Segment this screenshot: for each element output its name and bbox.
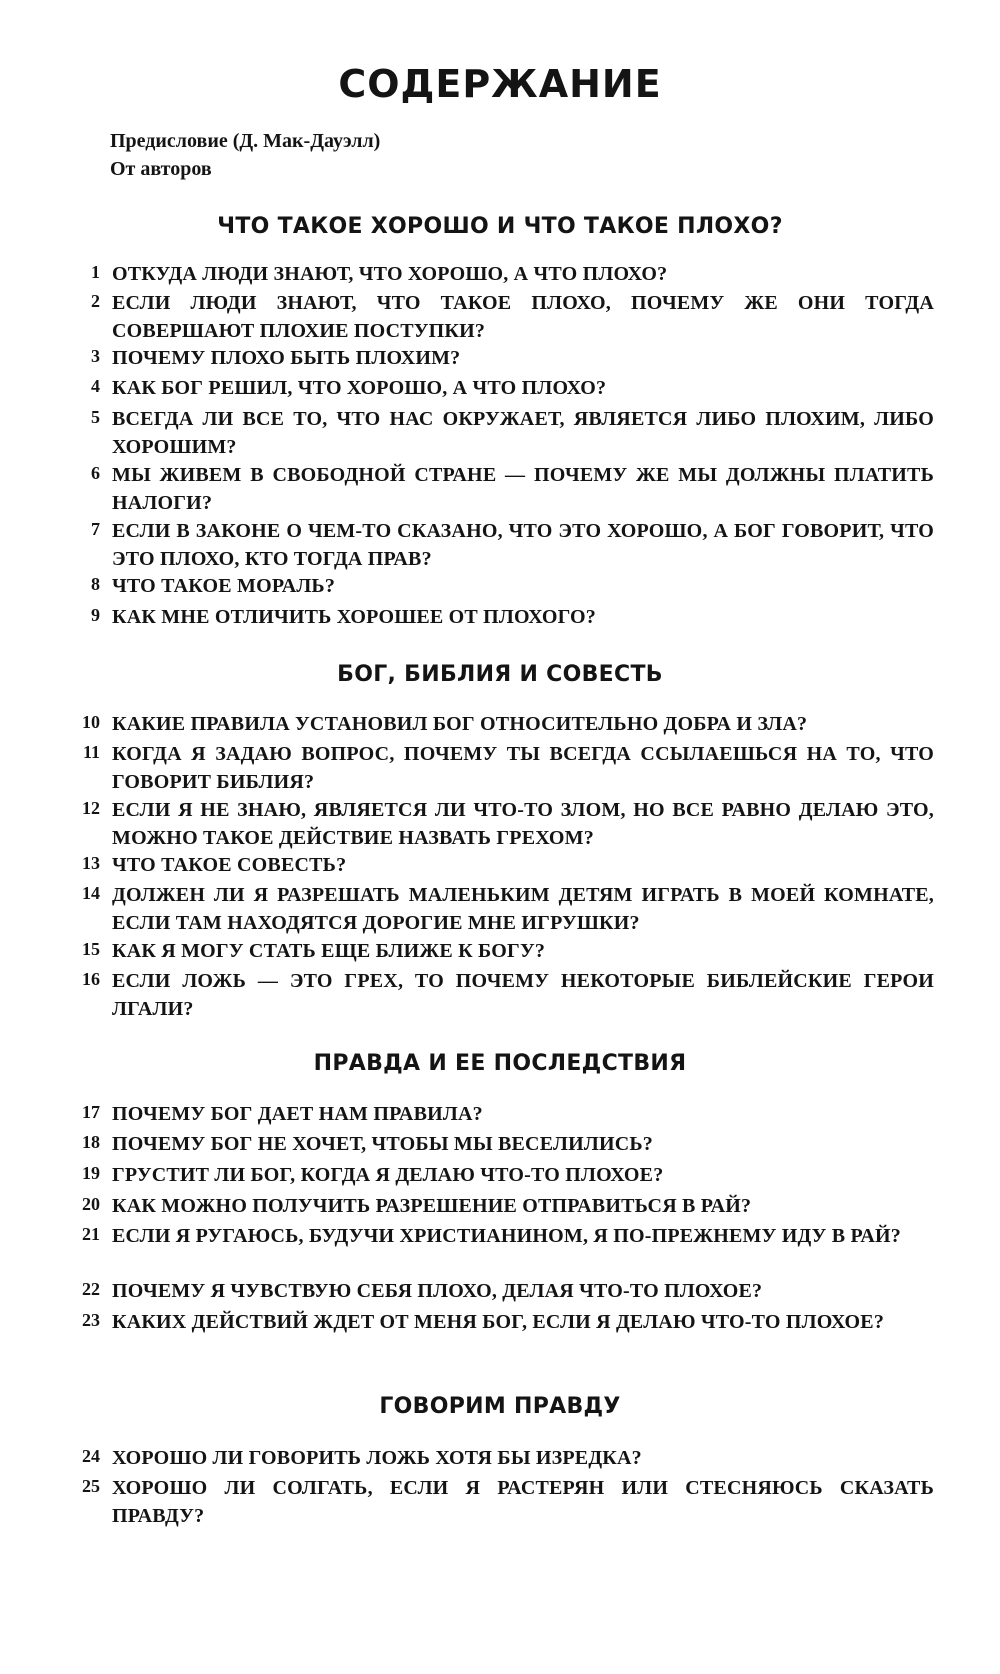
- front-matter-authors: От авторов: [110, 158, 212, 180]
- item-number: 3: [91, 346, 100, 366]
- item-number: 21: [82, 1224, 100, 1244]
- item-number: 19: [82, 1163, 100, 1183]
- item-title: ЧТО ТАКОЕ МОРАЛЬ?: [112, 575, 336, 597]
- item-title: КАК БОГ РЕШИЛ, ЧТО ХОРОШО, А ЧТО ПЛОХО?: [112, 377, 607, 399]
- item-number: 10: [82, 712, 100, 732]
- item-title: МЫ ЖИВЕМ В СВОБОДНОЙ СТРАНЕ — ПОЧЕМУ ЖЕ МЫ ДОЛЖНЫ ПЛАТИТЬ НАЛОГИ?: [112, 464, 934, 514]
- section-heading: ГОВОРИМ ПРАВДУ: [379, 1394, 621, 1419]
- item-number: 5: [91, 407, 100, 427]
- item-number: 22: [82, 1279, 100, 1299]
- item-number: 14: [82, 883, 100, 903]
- item-number: 6: [91, 463, 100, 483]
- item-title: ХОРОШО ЛИ ГОВОРИТЬ ЛОЖЬ ХОТЯ БЫ ИЗРЕДКА?: [112, 1447, 642, 1469]
- item-number: 8: [91, 574, 100, 594]
- item-title: ЕСЛИ Я НЕ ЗНАЮ, ЯВЛЯЕТСЯ ЛИ ЧТО-ТО ЗЛОМ, НО ВСЕ РАВНО ДЕЛАЮ ЭТО, МОЖНО ТАКОЕ ДЕЙСТВИЕ НАЗВАТЬ ГРЕХОМ?: [112, 799, 934, 849]
- item-title: ПОЧЕМУ БОГ ДАЕТ НАМ ПРАВИЛА?: [112, 1103, 483, 1125]
- section-heading: ЧТО ТАКОЕ ХОРОШО И ЧТО ТАКОЕ ПЛОХО?: [217, 214, 783, 239]
- item-number: 4: [91, 376, 100, 396]
- item-title: КАКИХ ДЕЙСТВИЙ ЖДЕТ ОТ МЕНЯ БОГ, ЕСЛИ Я ДЕЛАЮ ЧТО-ТО ПЛОХОЕ?: [112, 1311, 885, 1333]
- item-title: ЕСЛИ В ЗАКОНЕ О ЧЕМ-ТО СКАЗАНО, ЧТО ЭТО ХОРОШО, А БОГ ГОВОРИТ, ЧТО ЭТО ПЛОХО, КТО ТОГДА ПРАВ?: [112, 520, 934, 570]
- item-number: 1: [91, 262, 100, 282]
- item-number: 24: [82, 1446, 100, 1466]
- item-number: 13: [82, 853, 100, 873]
- section-heading: БОГ, БИБЛИЯ И СОВЕСТЬ: [337, 662, 663, 687]
- item-number: 20: [82, 1194, 100, 1214]
- item-title: ПОЧЕМУ ПЛОХО БЫТЬ ПЛОХИМ?: [112, 347, 461, 369]
- item-number: 2: [91, 291, 100, 311]
- item-number: 23: [82, 1310, 100, 1330]
- item-number: 7: [91, 519, 100, 539]
- item-title: ДОЛЖЕН ЛИ Я РАЗРЕШАТЬ МАЛЕНЬКИМ ДЕТЯМ ИГРАТЬ В МОЕЙ КОМНАТЕ, ЕСЛИ ТАМ НАХОДЯТСЯ ДОРОГИЕ МНЕ ИГРУШКИ?: [112, 884, 934, 934]
- item-title: ХОРОШО ЛИ СОЛГАТЬ, ЕСЛИ Я РАСТЕРЯН ИЛИ СТЕСНЯЮСЬ СКАЗАТЬ ПРАВДУ?: [112, 1477, 934, 1527]
- item-number: 18: [82, 1132, 100, 1152]
- item-title: ВСЕГДА ЛИ ВСЕ ТО, ЧТО НАС ОКРУЖАЕТ, ЯВЛЯЕТСЯ ЛИБО ПЛОХИМ, ЛИБО ХОРОШИМ?: [112, 408, 934, 458]
- item-title: ЕСЛИ ЛОЖЬ — ЭТО ГРЕХ, ТО ПОЧЕМУ НЕКОТОРЫЕ БИБЛЕЙСКИЕ ГЕРОИ ЛГАЛИ?: [112, 970, 934, 1020]
- page-title: СОДЕРЖАНИЕ: [338, 62, 662, 106]
- front-matter-preface: Предисловие (Д. Мак-Дауэлл): [110, 130, 381, 152]
- item-title: ГРУСТИТ ЛИ БОГ, КОГДА Я ДЕЛАЮ ЧТО-ТО ПЛОХОЕ?: [112, 1164, 664, 1186]
- item-title: ОТКУДА ЛЮДИ ЗНАЮТ, ЧТО ХОРОШО, А ЧТО ПЛОХО?: [112, 263, 668, 285]
- item-title: ЧТО ТАКОЕ СОВЕСТЬ?: [112, 854, 347, 876]
- item-number: 12: [82, 798, 100, 818]
- item-number: 17: [82, 1102, 100, 1122]
- item-number: 16: [82, 969, 100, 989]
- item-number: 9: [91, 605, 100, 625]
- item-title: КАК Я МОГУ СТАТЬ ЕЩЕ БЛИЖЕ К БОГУ?: [112, 940, 546, 962]
- item-title: ЕСЛИ ЛЮДИ ЗНАЮТ, ЧТО ТАКОЕ ПЛОХО, ПОЧЕМУ ЖЕ ОНИ ТОГДА СОВЕРШАЮТ ПЛОХИЕ ПОСТУПКИ?: [112, 292, 934, 342]
- item-title: КАКИЕ ПРАВИЛА УСТАНОВИЛ БОГ ОТНОСИТЕЛЬНО ДОБРА И ЗЛА?: [112, 713, 808, 735]
- item-title: КАК МНЕ ОТЛИЧИТЬ ХОРОШЕЕ ОТ ПЛОХОГО?: [112, 606, 596, 628]
- item-title: ЕСЛИ Я РУГАЮСЬ, БУДУЧИ ХРИСТИАНИНОМ, Я ПО-ПРЕЖНЕМУ ИДУ В РАЙ?: [112, 1225, 901, 1247]
- item-number: 25: [82, 1476, 100, 1496]
- item-title: ПОЧЕМУ БОГ НЕ ХОЧЕТ, ЧТОБЫ МЫ ВЕСЕЛИЛИСЬ?: [112, 1133, 653, 1155]
- item-title: КАК МОЖНО ПОЛУЧИТЬ РАЗРЕШЕНИЕ ОТПРАВИТЬСЯ В РАЙ?: [112, 1195, 752, 1217]
- item-number: 15: [82, 939, 100, 959]
- section-heading: ПРАВДА И ЕЕ ПОСЛЕДСТВИЯ: [313, 1051, 687, 1076]
- item-number: 11: [82, 742, 100, 762]
- item-title: КОГДА Я ЗАДАЮ ВОПРОС, ПОЧЕМУ ТЫ ВСЕГДА ССЫЛАЕШЬСЯ НА ТО, ЧТО ГОВОРИТ БИБЛИЯ?: [112, 743, 934, 793]
- item-title: ПОЧЕМУ Я ЧУВСТВУЮ СЕБЯ ПЛОХО, ДЕЛАЯ ЧТО-ТО ПЛОХОЕ?: [112, 1280, 763, 1302]
